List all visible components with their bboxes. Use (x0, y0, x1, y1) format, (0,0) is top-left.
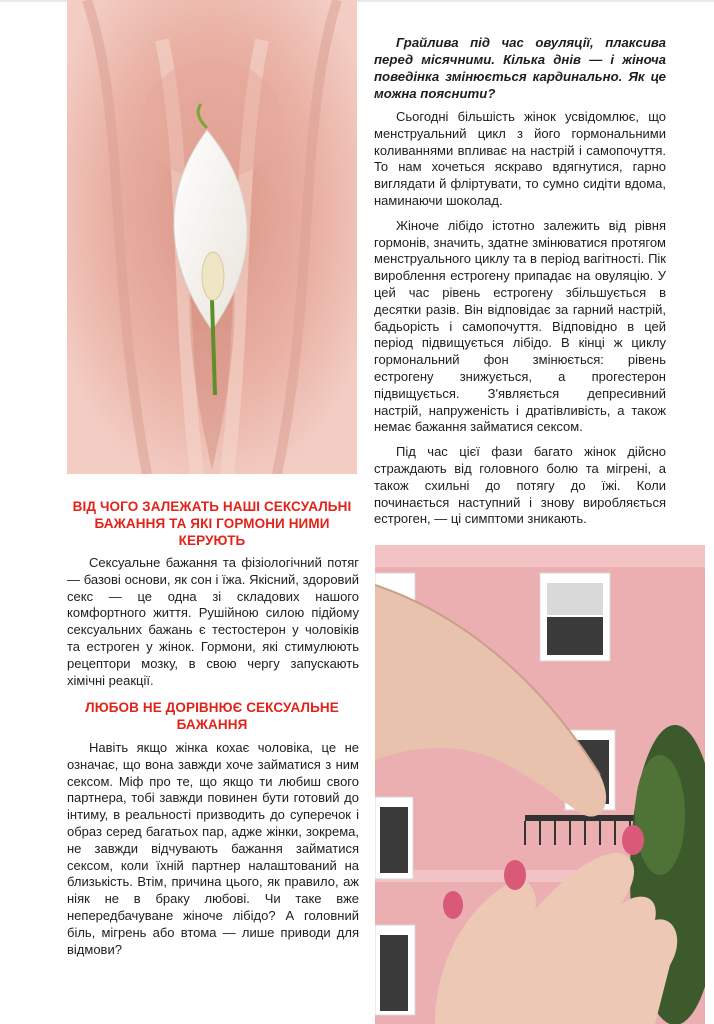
right-paragraph: Під час цієї фази багато жінок дійсно страждають від головного болю та мігрені, а також схильні до потягу до їжі. Коли починається наступний і знову виробляється естроген, — ці симптоми зникають. (374, 444, 666, 527)
section-heading-love: ЛЮБОВ НЕ ДОРІВНЮЄ СЕКСУАЛЬНЕ БАЖАННЯ (85, 700, 339, 732)
right-paragraph: Сьогодні більшість жінок усвідомлює, що менструальний цикл з його гормональними коливаннями впливає на настрій і самопочуття. То нам хочеться яскраво вдягнутися, гарно виглядати й фліртувати, то сумно сидіти вдома, наминаючи шоколад. (374, 109, 666, 208)
building-illustration (375, 545, 705, 1024)
left-column-text-1 (67, 555, 359, 697)
right-column-text (374, 109, 666, 536)
right-paragraph: Жіноче лібідо істотно залежить від рівня гормонів, значить, здатне змінюватися протягом менструального циклу та в період вагітності. Пік вироблення естрогену припадає на овуляцію. У цей час рівень естрогену збільшується в десятки разів. Він відповідає за гарний настрій, бадьорість і самопочуття. Відповідно в цей період підвищується лібідо. В кінці ж циклу гормональний фон змінюється: рівень естрогену знижується, а прогестерон підвищується. З'являється депресивний настрій, напруженість і дратівливість, а також немає бажання займатися сексом. (374, 217, 666, 435)
flower-photo (67, 0, 357, 474)
flower-illustration (67, 0, 357, 474)
section1-paragraph: Сексуальне бажання та фізіологічний потяг — базові основи, як сон і їжа. Якісний, здоровий секс — це одна зі складових нашого комфортного життя. Рушійною силою підйому сексуальних бажань є тестостерон у чоловіків та естроген у жінок. Гормони, які стимулюють рецептори мозку, в свою чергу запускають хімічні реакції. (67, 555, 359, 688)
lead-paragraph: Грайлива під час овуляції, плаксива перед місячними. Кілька днів — і жіноча поведінка змінюється кардинально. Як це можна пояснити? (374, 35, 666, 101)
section-heading-hormones: ВІД ЧОГО ЗАЛЕЖАТЬ НАШІ СЕКСУАЛЬНІ БАЖАННЯ ТА ЯКІ ГОРМОНИ НИМИ КЕРУЮТЬ (72, 499, 352, 548)
section2-paragraph: Навіть якщо жінка кохає чоловіка, це не означає, що вона завжди хоче займатися з ним сексом. Міф про те, що якщо ти любиш свого партнера, тобі завжди повинен бути готовий до інтиму, в реальності призводить до суперечок і образ серед багатьох пар, адже жінки, зокрема, не завжди відчувають бажання займатися сексом, коли їхній партнер налаштований на близькість. Втім, причина цього, як правило, аж ніяк не в браку любові. Чи таке вже непередбачуване жіноче лібідо? А головний біль, мігрень або втома — лише приводи для відмови? (67, 740, 359, 957)
building-photo (375, 545, 705, 1024)
left-column-text-2 (67, 740, 359, 966)
